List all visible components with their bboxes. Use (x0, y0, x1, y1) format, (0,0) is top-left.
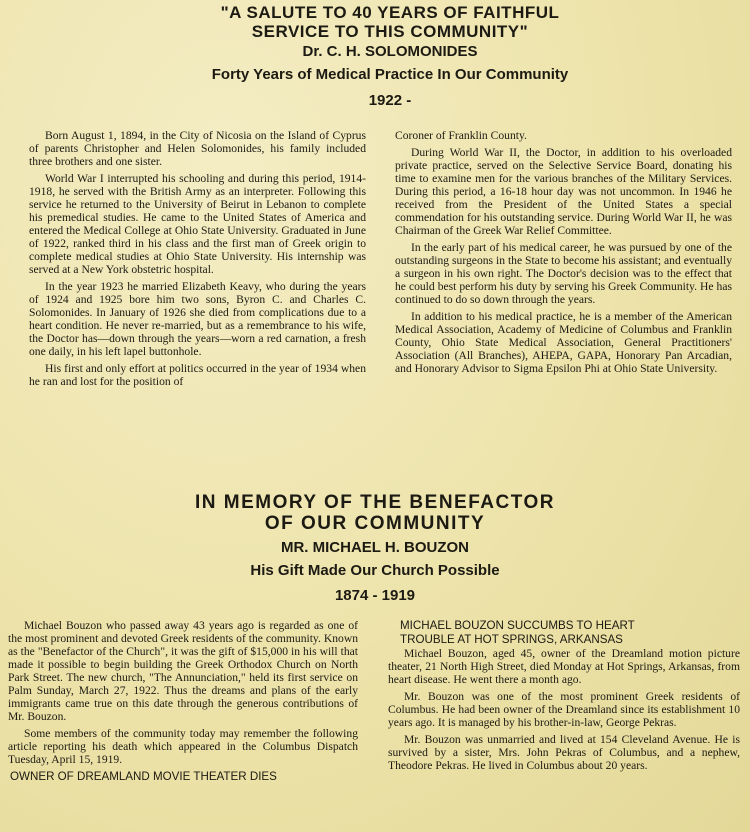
article1-left-paragraph: In the year 1923 he married Elizabeth Keavy, who during the years of 1924 and 1925 bore him two sons, Byron C. and Charles C. Solomonides. In January of 1926 she died from complications due to a heart condition. He never re-married, but as a remembrance to his wife, the Doctor has—down through the years—worn a red carnation, a fresh one daily, in his left lapel buttonhole. (29, 280, 366, 358)
article2-right-heading-line2: TROUBLE AT HOT SPRINGS, ARKANSAS (400, 633, 623, 646)
article2-subtitle: His Gift Made Our Church Possible (250, 562, 500, 579)
article1-name: Dr. C. H. SOLOMONIDES (302, 43, 478, 60)
article2-header (40, 492, 710, 534)
article2-right-heading-line1: MICHAEL BOUZON SUCCUMBS TO HEART (400, 619, 635, 632)
article2-right-paragraph: Michael Bouzon, aged 45, owner of the Dreamland motion picture theater, 21 North High Street, died Monday at Hot Springs, Arkansas, from heart disease. He went there a month ago. (388, 647, 740, 686)
article1-right-paragraph: In addition to his medical practice, he is a member of the American Medical Association, Academy of Medicine of Columbus and Franklin County, Ohio State Medical Association, General Practitioners' Association (All Branches), AHEPA, GAPA, Honorary Pan Arcadian, and Honorary Advisor to Sigma Epsilon Phi at Ohio State University. (395, 310, 732, 375)
article1-right-paragraph: Coroner of Franklin County. (395, 129, 527, 142)
article2-right-paragraph: Mr. Bouzon was unmarried and lived at 154 Cleveland Avenue. He is survived by a sister, Mrs. John Pekras of Columbus, and a nephew, Theodore Pekras. He lived in Columbus about 20 years. (388, 733, 740, 772)
article1-right-paragraph: In the early part of his medical career, he was pursued by one of the outstanding surgeons in the State to become his assistant; and eventually a surgeon in his own right. The Doctor's decision was to the effect that he could best perform his duty by serving his Greek Community. He has continued to do so down through the years. (395, 241, 732, 306)
article2-left-column (8, 619, 358, 784)
article2-right-paragraph: Mr. Bouzon was one of the most prominent Greek residents of Columbus. He had been owner of the Dreamland since its establishment 10 years ago. It is managed by his brother-in-law, George Pekras. (388, 690, 740, 729)
article2-years: 1874 - 1919 (334, 587, 416, 604)
article1-year: 1922 - (368, 92, 412, 109)
article1-title-line2: SERVICE TO THIS COMMUNITY" (251, 22, 529, 41)
article1-header (80, 3, 700, 41)
article1-right-paragraph: During World War II, the Doctor, in addition to his overloaded private practice, served on the Selective Service Board, donating his time to examine men for the various branches of the Military Services. During this period, a 16-18 hour day was not uncommon. In 1946 he received from the President of the United States a special commendation for his outstanding service. During World War II, he was Chairman of the Greek War Relief Committee. (395, 146, 732, 237)
article2-left-paragraph: Some members of the community today may remember the following article reporting his death which appeared in the Columbus Dispatch Tuesday, April 15, 1919. (8, 727, 358, 766)
article2-title-line2: OF OUR COMMUNITY (264, 513, 486, 534)
article1-subtitle: Forty Years of Medical Practice In Our Community (211, 66, 569, 83)
article2-name: MR. MICHAEL H. BOUZON (280, 539, 470, 556)
article2-right-column (388, 619, 740, 776)
article1-left-paragraph: His first and only effort at politics occurred in the year of 1934 when he ran and lost for the position of (29, 362, 366, 388)
article2-title-line1: IN MEMORY OF THE BENEFACTOR (194, 492, 555, 513)
article1-title-line1: "A SALUTE TO 40 YEARS OF FAITHFUL (220, 3, 560, 22)
article2-left-paragraph: Michael Bouzon who passed away 43 years ago is regarded as one of the most prominent and devoted Greek residents of the community. Known as the "Benefactor of the Church", it was the gift of $15,000 in his will that made it possible to begin building the Greek Orthodox Church on North Park Street. The new church, "The Annunciation," held its first service on Palm Sunday, March 27, 1922. Thus the dreams and plans of the early immigrants came true on this date through the generous contributions of Mr. Bouzon. (8, 619, 358, 723)
article1-right-column (395, 129, 732, 379)
article1-left-column (29, 129, 366, 392)
article1-left-paragraph: World War I interrupted his schooling and during this period, 1914-1918, he served with the British Army as an interpreter. Following this service he returned to the University of Beirut in Lebanon to complete his premedical studies. He came to the United States of America and entered the Medical College at Ohio State University. Graduated in June of 1922, ranked third in his class and the first man of Greek origin to complete medical studies at Ohio State University. His internship was served at a New York obstetric hospital. (29, 172, 366, 276)
article2-left-heading: OWNER OF DREAMLAND MOVIE THEATER DIES (10, 770, 277, 783)
article1-left-paragraph: Born August 1, 1894, in the City of Nicosia on the Island of Cyprus of parents Christopher and Helen Solomonides, his family included three brothers and one sister. (29, 129, 366, 168)
